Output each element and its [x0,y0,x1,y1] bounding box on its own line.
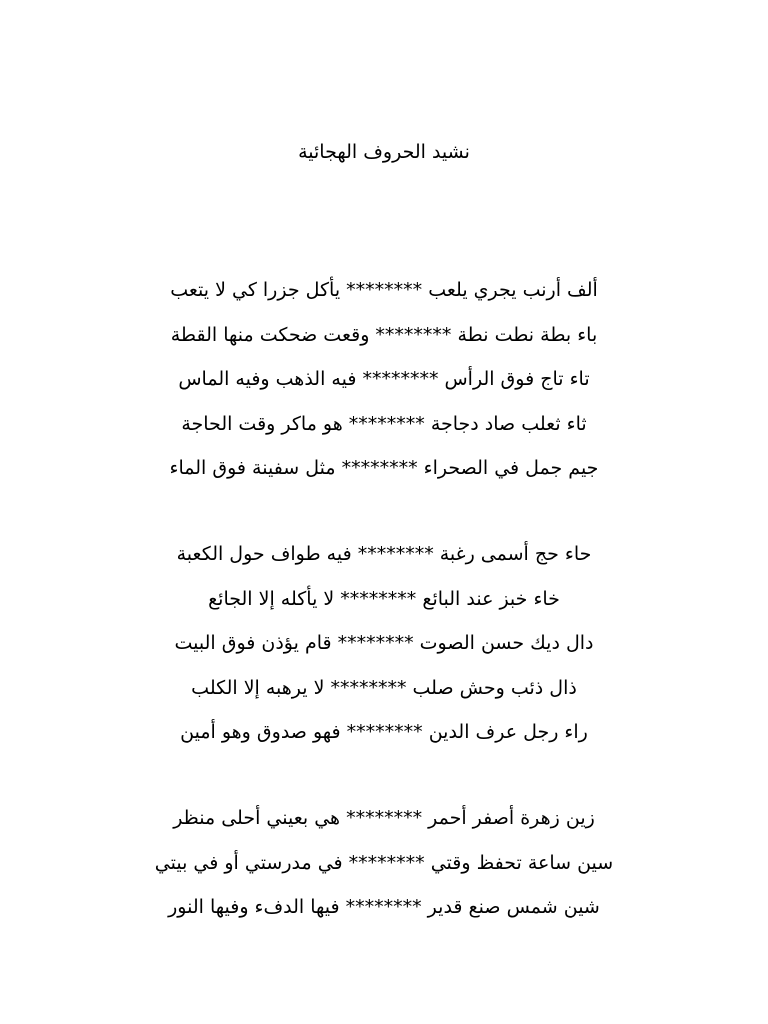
verse-line: باء بطة نطت نطة ******** وقعت ضحكت منها القطة [170,323,598,346]
stanza-3 [0,796,768,930]
verse-line: خاء خبز عند البائع ******** لا يأكله إلا الجائع [208,587,560,610]
stanza-2 [0,532,768,755]
verse-line: زين زهرة أصفر أحمر ******** هي بعيني أحلى منظر [173,807,595,829]
verse-line: راء رجل عرف الدين ******** فهو صدوق وهو أمين [180,721,588,743]
verse-line: ذال ذئب وحش صلب ******** لا يرهبه إلا الكلب [191,676,577,699]
verse-line: ألف أرنب يجري يلعب ******** يأكل جزرا كي لا يتعب [170,279,598,301]
verse-line: جيم جمل في الصحراء ******** مثل سفينة فوق الماء [169,457,599,479]
verse-line: حاء حج أسمى رغبة ******** فيه طواف حول الكعبة [176,543,592,565]
verse-line: ثاء ثعلب صاد دجاجة ******** هو ماكر وقت الحاجة [181,412,587,435]
verse-line: دال ديك حسن الصوت ******** قام يؤذن فوق البيت [174,632,594,654]
verse-line: تاء تاج فوق الرأس ******** فيه الذهب وفيه الماس [178,368,590,390]
poem-title: نشيد الحروف الهجائية [298,141,470,163]
stanza-1 [0,268,768,491]
verse-line: شين شمس صنع قدير ******** فيها الدفء وفيها النور [168,896,600,918]
verse-line: سين ساعة تحفظ وقتي ******** في مدرستي أو في بيتي [154,851,614,874]
